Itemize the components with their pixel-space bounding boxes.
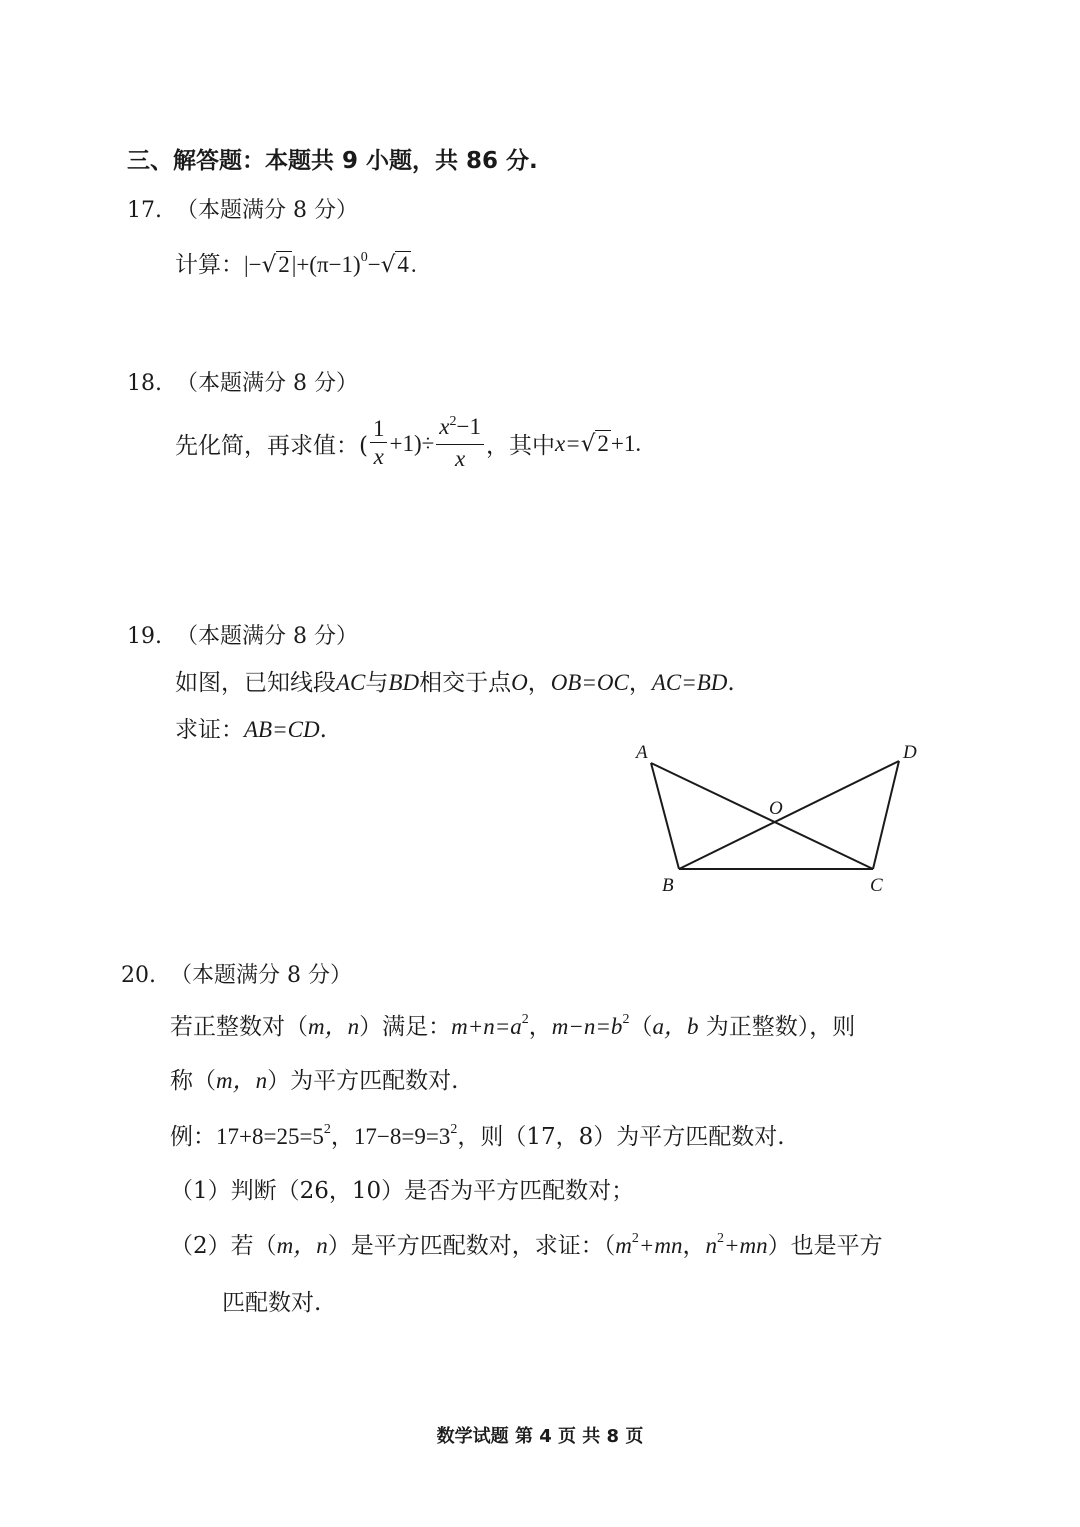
q20-l1-e: 为正整数），则 [698, 1014, 856, 1040]
q18-number: 18. [127, 371, 162, 396]
q20-header [121, 958, 352, 989]
q17-abs-open: |− [244, 252, 262, 277]
q19-line-2 [175, 711, 327, 744]
q20-ex-b: ，17−8=9=3 [330, 1124, 451, 1149]
section-title: 三、解答题：本题共 9 小题，共 86 分. [127, 148, 538, 174]
q20-ex-exp-2: 2 [450, 1122, 458, 1137]
q18-fraction-2: $\frac{x^2-1}{x}$ [436, 414, 484, 473]
q20-l1-b: ）满足： [359, 1014, 452, 1040]
q20-eq-1: m+n=a [451, 1014, 522, 1039]
q17-power-term: |+(π−1) [291, 252, 361, 277]
q20-line-2 [170, 1062, 458, 1095]
q19-text-a: 如图，已知线段 [175, 670, 336, 696]
segment-cd [873, 761, 899, 869]
label-d: D [903, 742, 917, 763]
q17-number: 17. [127, 198, 162, 223]
segment-ac [651, 763, 873, 869]
q20-p2-n: n [705, 1233, 718, 1258]
q19-segment-ac: AC [336, 670, 366, 695]
q20-l2-b: ）为平方匹配数对. [267, 1068, 459, 1094]
q19-end-1: . [727, 670, 735, 696]
q18-x-eq: x= [554, 430, 581, 456]
q17-minus: − [367, 252, 381, 277]
q19-point-o: O [511, 670, 528, 695]
q19-line-1 [175, 664, 735, 697]
q20-eq-2: m−n=b [551, 1014, 623, 1039]
q20-p2-b: ）是平方匹配数对，求证：（ [327, 1233, 616, 1259]
q20-eq-2-exp: 2 [622, 1012, 630, 1027]
q18-sqrt-2: √2 [580, 430, 609, 457]
segment-bd [679, 761, 899, 869]
q19-text-b: 与 [365, 670, 389, 696]
q20-l2-a: 称（ [170, 1068, 216, 1094]
q20-p2-d: ， [682, 1233, 706, 1259]
q20-line-1 [170, 1008, 855, 1041]
q20-p2-f: ）也是平方 [767, 1233, 883, 1259]
q20-ex-a: 例：17+8=25=5 [170, 1124, 324, 1149]
q19-prove-label: 求证： [175, 717, 244, 743]
q19-header [127, 619, 358, 650]
q19-sep-1: ， [527, 670, 551, 696]
q20-l2-mn: m，n [216, 1068, 268, 1093]
q18-header [127, 366, 358, 397]
q17-end: . [410, 252, 417, 277]
q18-where: ，其中 [485, 433, 555, 459]
q20-l1-mn: m，n [308, 1014, 360, 1039]
q20-l1-ab: a，b [652, 1014, 699, 1039]
q20-p2-mn: m，n [276, 1233, 328, 1258]
q17-body [175, 246, 417, 279]
page-footer: 数学试题 第 4 页 共 8 页 [436, 1426, 644, 1447]
q20-l1-c: ， [528, 1014, 552, 1040]
q20-l1-a: 若正整数对（ [170, 1014, 308, 1040]
q18-tail: +1. [610, 430, 642, 456]
q20-part-2-continued: 匹配数对. [222, 1290, 322, 1316]
q19-condition-1: OB=OC [550, 670, 629, 695]
q17-prompt: 计算： [175, 252, 244, 278]
q20-example [170, 1118, 785, 1151]
q20-part-2 [170, 1227, 883, 1260]
q20-p2-n-exp: 2 [717, 1231, 725, 1246]
q20-p2-m-exp: 2 [631, 1231, 639, 1246]
q20-ex-exp-1: 2 [323, 1122, 331, 1137]
q19-figure [620, 730, 940, 900]
label-c: C [870, 875, 883, 896]
q20-p2-a: （2）若（ [170, 1233, 277, 1259]
q20-score: （本题满分 8 分） [170, 963, 352, 988]
q19-segment-bd: BD [388, 670, 420, 695]
q20-number: 20. [121, 963, 156, 988]
segment-ab [651, 763, 679, 869]
q19-text-c: 相交于点 [419, 670, 512, 696]
q17-sqrt-4: √4 [380, 252, 409, 278]
q18-body [175, 414, 641, 473]
q18-prompt: 先化简，再求值：( [175, 433, 368, 459]
q19-end-2: . [319, 717, 327, 743]
q17-exponent: 0 [360, 250, 368, 265]
q19-goal: AB=CD [244, 717, 320, 742]
q18-score: （本题满分 8 分） [176, 371, 358, 396]
q20-p2-c: +mn [638, 1233, 683, 1258]
label-a: A [636, 742, 648, 763]
q19-sep-2: ， [628, 670, 652, 696]
q17-sqrt-2: √2 [261, 252, 290, 278]
q20-part-1: （1）判断（26，10）是否为平方匹配数对； [170, 1178, 635, 1204]
q18-fraction-1: $\frac{1}{x}$ [370, 416, 388, 471]
q20-ex-c: ，则（17，8）为平方匹配数对. [457, 1124, 785, 1150]
q19-score: （本题满分 8 分） [176, 624, 358, 649]
q19-number: 19. [127, 624, 162, 649]
label-b: B [662, 875, 674, 896]
label-o: O [769, 798, 783, 819]
q17-header [127, 193, 358, 224]
q17-score: （本题满分 8 分） [176, 198, 358, 223]
q20-p2-e: +mn [724, 1233, 768, 1258]
q20-l1-d: （ [629, 1014, 653, 1040]
q20-p2-m: m [615, 1233, 632, 1258]
q18-mid: +1)÷ [389, 430, 435, 456]
q20-eq-1-exp: 2 [521, 1012, 529, 1027]
q19-condition-2: AC=BD [651, 670, 728, 695]
